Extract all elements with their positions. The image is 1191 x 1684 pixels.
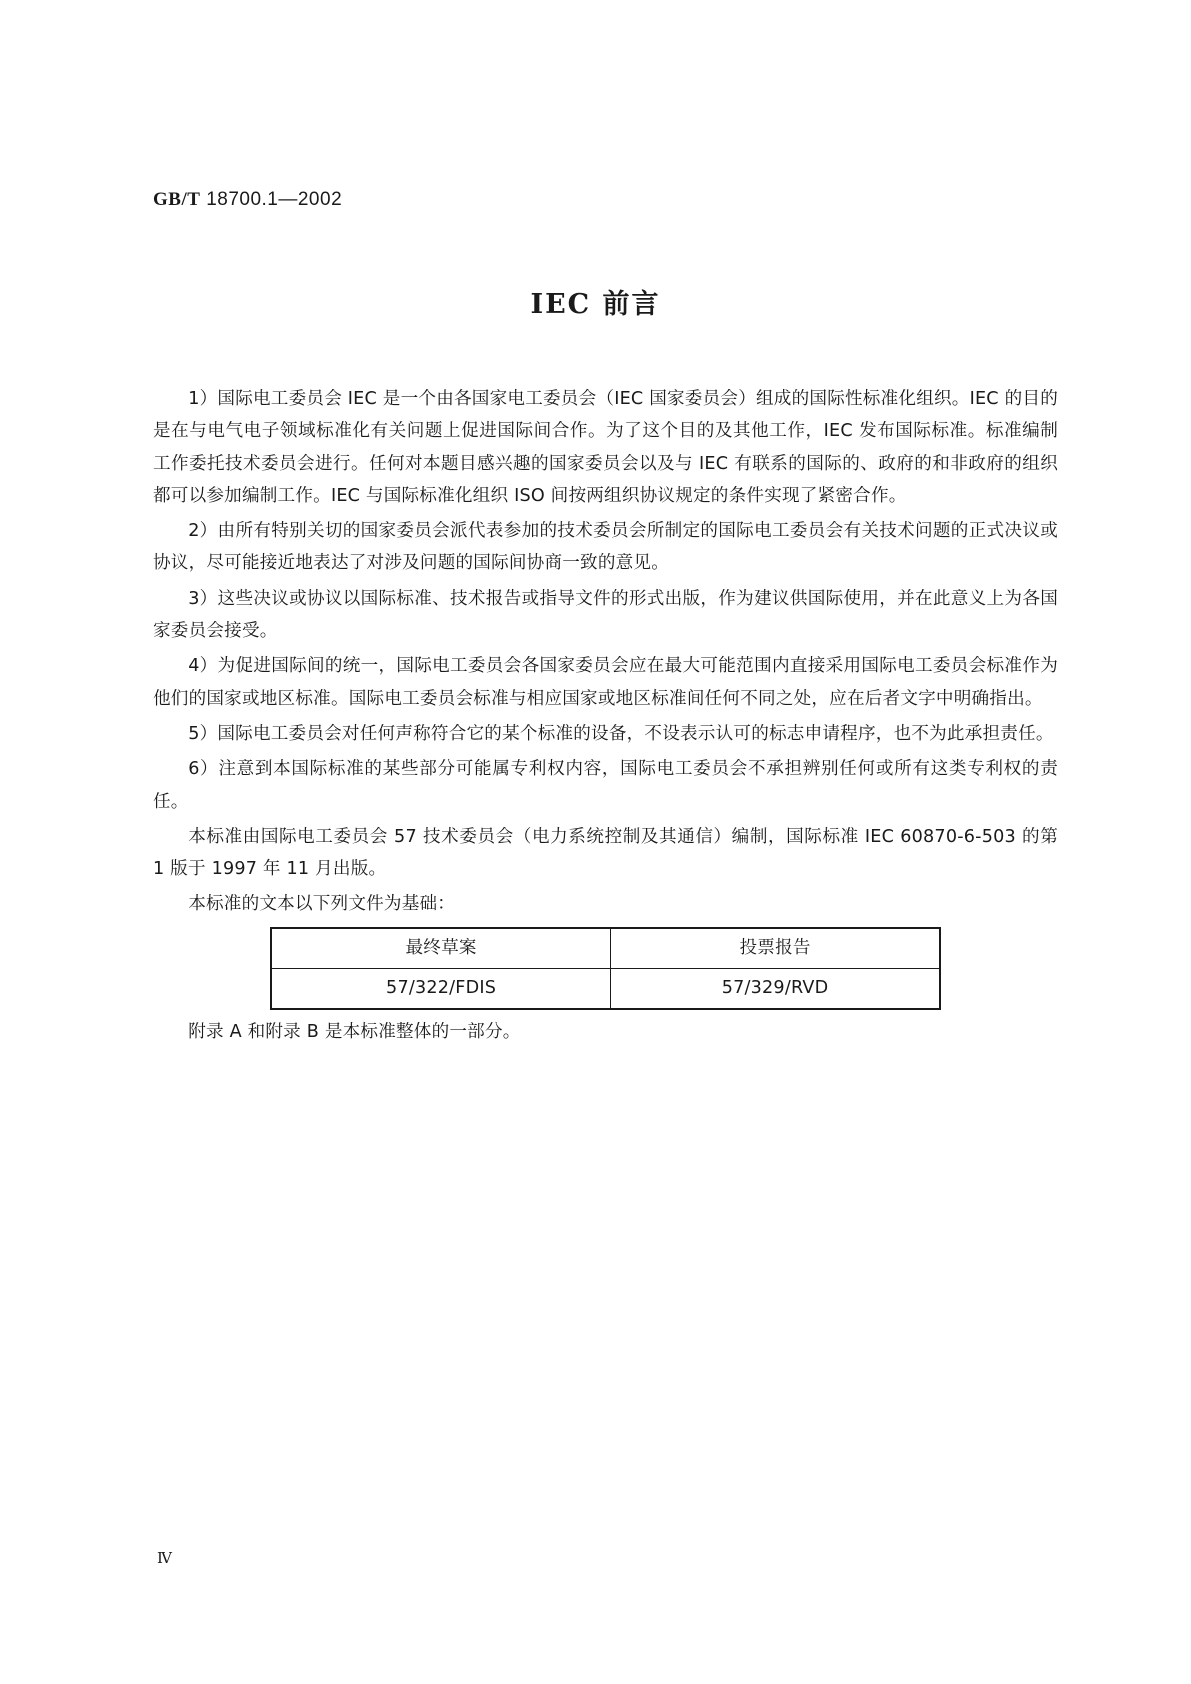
paragraph-2: 2）由所有特别关切的国家委员会派代表参加的技术委员会所制定的国际电工委员会有关技术问题的正式决议或协议，尽可能接近地表达了对涉及问题的国际间协商一致的意见。 [153,521,1058,574]
header-final-draft: 最终草案 [271,928,611,969]
page-number: Ⅳ [157,1551,172,1567]
paragraph-3: 3）这些决议或协议以国际标准、技术报告或指导文件的形式出版，作为建议供国际使用，并在此意义上为各国家委员会接受。 [153,588,1058,642]
standard-prefix: GB/T [153,189,201,210]
paragraph-6: 6）注意到本国际标准的某些部分可能属专利权内容，国际电工委员会不承担辨别任何或所有这类专利权的责任。 [153,759,1058,812]
header-voting-report: 投票报告 [611,928,940,969]
document-body [153,383,1058,1051]
cell-rvd: 57/329/RVD [611,968,940,1009]
closing-paragraph: 附录 A 和附录 B 是本标准整体的一部分。 [188,1021,521,1042]
basis-table [270,927,941,1010]
standard-number: 18700.1—2002 [206,189,343,210]
paragraph-4: 4）为促进国际间的统一，国际电工委员会各国家委员会应在最大可能范围内直接采用国际电工委员会标准作为他们的国家或地区标准。国际电工委员会标准与相应国家或地区标准间任何不同之处，应在后者文字中明确指出。 [153,656,1058,709]
standard-code [153,189,342,211]
page-title: IEC 前言 [530,289,661,320]
paragraph-tc57: 本标准由国际电工委员会 57 技术委员会（电力系统控制及其通信）编制，国际标准 IEC 60870-6-503 的第 1 版于 1997 年 11 月出版。 [153,826,1058,880]
paragraph-basis-intro: 本标准的文本以下列文件为基础： [188,894,456,915]
paragraph-5: 5）国际电工委员会对任何声称符合它的某个标准的设备，不设表示认可的标志申请程序，也不为此承担责任。 [188,723,1054,744]
paragraph-1: 1）国际电工委员会 IEC 是一个由各国家电工委员会（IEC 国家委员会）组成的国际性标准化组织。IEC 的目的是在与电气电子领域标准化有关问题上促进国际间合作。为了这个目的及其他工作，IEC 发布国际标准。标准编制工作委托技术委员会进行。任何对本题目感兴趣的国家委员会以及与 IEC 有联系的国际的、政府的和非政府的组织都可以参加编制工作。IEC 与国际标准化组织 ISO 间按两组织协议规定的条件实现了紧密合作。 [153,389,1058,506]
cell-fdis: 57/322/FDIS [271,968,611,1009]
table-row [271,968,940,1009]
basis-table-header-row [271,928,940,969]
basis-table-wrapper [153,927,1058,1010]
